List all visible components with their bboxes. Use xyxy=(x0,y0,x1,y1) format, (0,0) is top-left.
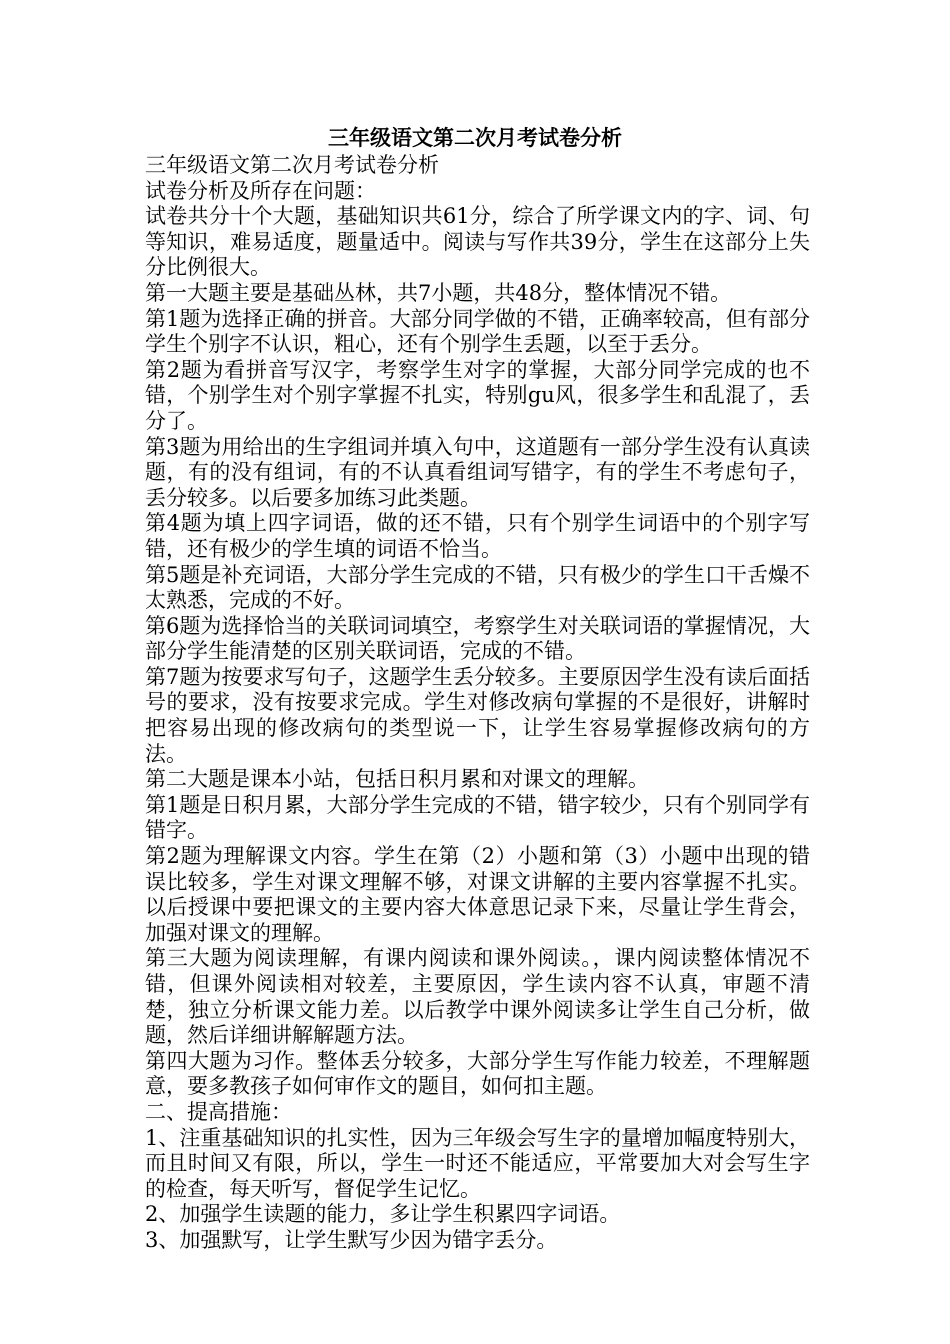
document-body xyxy=(145,153,810,1254)
paragraph: 第二大题是课本小站，包括日积月累和对课文的理解。 xyxy=(145,767,649,792)
paragraph: 第7题为按要求写句子，这题学生丢分较多。主要原因学生没有读后面括号的要求，没有按要求完成。学生对修改病句掌握的不是很好，讲解时把容易出现的修改病句的类型说一下，让学生容易掌握修改病句的方法。 xyxy=(145,664,810,766)
paragraph: 第1题是日积月累，大部分学生完成的不错，错字较少，只有个别同学有错字。 xyxy=(145,792,810,843)
document-title: 三年级语文第二次月考试卷分析 xyxy=(328,125,622,150)
paragraph: 1、注重基础知识的扎实性，因为三年级会写生字的量增加幅度特别大，而且时间又有限，所以，学生一时还不能适应，平常要加大对会写生字的检查，每天听写，督促学生记忆。 xyxy=(145,1125,810,1201)
paragraph: 二、提高措施： xyxy=(145,1099,292,1124)
paragraph: 三年级语文第二次月考试卷分析 xyxy=(145,153,439,177)
paragraph: 第四大题为习作。整体丢分较多，大部分学生写作能力较差，不理解题意，要多教孩子如何审作文的题目，如何扣主题。 xyxy=(145,1048,810,1099)
paragraph: 第5题是补充词语，大部分学生完成的不错，只有极少的学生口干舌燥不太熟悉，完成的不好。 xyxy=(145,562,810,613)
paragraph: 第一大题主要是基础丛林，共7小题，共48分，整体情况不错。 xyxy=(145,280,732,305)
paragraph: 第4题为填上四字词语，做的还不错，只有个别学生词语中的个别字写错，还有极少的学生填的词语不恰当。 xyxy=(145,511,810,561)
paragraph: 第3题为用给出的生字组词并填入句中，这道题有一部分学生没有认真读题，有的没有组词，有的不认真看组词写错字，有的学生不考虑句子，丢分较多。以后要多加练习此类题。 xyxy=(145,434,810,510)
paragraph: 试卷分析及所存在问题： xyxy=(145,178,376,203)
paragraph: 3、加强默写，让学生默写少因为错字丢分。 xyxy=(145,1227,558,1252)
paragraph: 第2题为理解课文内容。学生在第（2）小题和第（3）小题中出现的错误比较多，学生对课文理解不够，对课文讲解的主要内容掌握不扎实。以后授课中要把课文的主要内容大体意思记录下来，尽量让学生背会，加强对课文的理解。 xyxy=(145,844,810,945)
paragraph: 试卷共分十个大题，基础知识共61分，综合了所学课文内的字、词、句等知识，难易适度，题量适中。阅读与写作共39分，学生在这部分上失分比例很大。 xyxy=(145,204,810,280)
paragraph: 第6题为选择恰当的关联词词填空，考察学生对关联词语的掌握情况，大部分学生能清楚的区别关联词语，完成的不错。 xyxy=(145,613,810,664)
paragraph: 第1题为选择正确的拼音。大部分同学做的不错，正确率较高，但有部分学生个别字不认识，粗心，还有个别学生丢题，以至于丢分。 xyxy=(145,306,810,357)
paragraph: 第2题为看拼音写汉字，考察学生对字的掌握，大部分同学完成的也不错，个别学生对个别字掌握不扎实，特别gu风，很多学生和乱混了，丢分了。 xyxy=(145,357,810,433)
paragraph: 第三大题为阅读理解，有课内阅读和课外阅读。，课内阅读整体情况不错，但课外阅读相对较差，主要原因，学生读内容不认真，审题不清楚，独立分析课文能力差。以后教学中课外阅读多让学生自己分析，做题，然后详细讲解解题方法。 xyxy=(145,946,810,1048)
paragraph: 2、加强学生读题的能力，多让学生积累四字词语。 xyxy=(145,1202,621,1227)
